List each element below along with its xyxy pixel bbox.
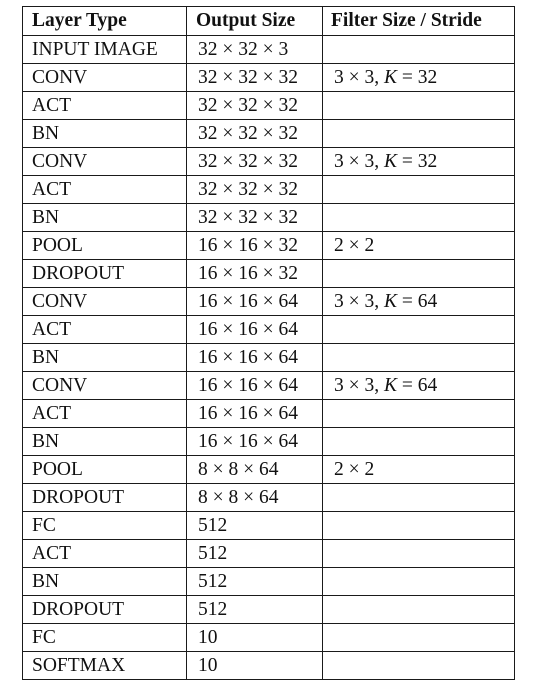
table-row bbox=[23, 260, 515, 288]
layer-type-cell: POOL bbox=[23, 456, 187, 484]
output-size-cell: 32 × 32 × 32 bbox=[187, 176, 323, 204]
output-size-cell: 16 × 16 × 64 bbox=[187, 316, 323, 344]
table-row bbox=[23, 372, 515, 400]
table-row bbox=[23, 36, 515, 64]
output-size-cell: 32 × 32 × 32 bbox=[187, 204, 323, 232]
filter-size-stride-cell bbox=[323, 652, 515, 680]
layer-type-cell: ACT bbox=[23, 400, 187, 428]
table-row bbox=[23, 652, 515, 680]
layer-type-cell: BN bbox=[23, 120, 187, 148]
header-output-size: Output Size bbox=[187, 7, 323, 36]
filter-size-stride-cell bbox=[323, 428, 515, 456]
table-row bbox=[23, 204, 515, 232]
filter-size-stride-cell bbox=[323, 260, 515, 288]
table-body bbox=[23, 36, 515, 680]
header-layer-type: Layer Type bbox=[23, 7, 187, 36]
filter-size-stride-cell bbox=[323, 400, 515, 428]
table-row bbox=[23, 540, 515, 568]
layer-type-cell: DROPOUT bbox=[23, 484, 187, 512]
output-size-cell: 512 bbox=[187, 512, 323, 540]
output-size-cell: 16 × 16 × 64 bbox=[187, 344, 323, 372]
output-size-cell: 16 × 16 × 32 bbox=[187, 260, 323, 288]
table-row bbox=[23, 148, 515, 176]
layer-type-cell: BN bbox=[23, 568, 187, 596]
filter-size-stride-cell: 3 × 3, K = 64 bbox=[323, 288, 515, 316]
table-row bbox=[23, 64, 515, 92]
header-filter-size-stride: Filter Size / Stride bbox=[323, 7, 515, 36]
table-row bbox=[23, 232, 515, 260]
output-size-cell: 32 × 32 × 3 bbox=[187, 36, 323, 64]
output-size-cell: 16 × 16 × 64 bbox=[187, 372, 323, 400]
output-size-cell: 512 bbox=[187, 596, 323, 624]
filter-size-stride-cell bbox=[323, 540, 515, 568]
filter-size-stride-cell bbox=[323, 484, 515, 512]
table-row bbox=[23, 484, 515, 512]
table-row bbox=[23, 316, 515, 344]
table-row bbox=[23, 428, 515, 456]
filter-size-stride-cell bbox=[323, 624, 515, 652]
filter-size-stride-cell bbox=[323, 512, 515, 540]
table-header bbox=[23, 7, 515, 36]
filter-size-stride-cell bbox=[323, 204, 515, 232]
layer-type-cell: DROPOUT bbox=[23, 596, 187, 624]
output-size-cell: 512 bbox=[187, 568, 323, 596]
table-row bbox=[23, 568, 515, 596]
layer-type-cell: CONV bbox=[23, 148, 187, 176]
output-size-cell: 10 bbox=[187, 624, 323, 652]
table-row bbox=[23, 624, 515, 652]
layer-type-cell: BN bbox=[23, 204, 187, 232]
filter-size-stride-cell: 3 × 3, K = 32 bbox=[323, 64, 515, 92]
filter-size-stride-cell bbox=[323, 92, 515, 120]
table-row bbox=[23, 176, 515, 204]
output-size-cell: 16 × 16 × 32 bbox=[187, 232, 323, 260]
filter-size-stride-cell bbox=[323, 344, 515, 372]
output-size-cell: 32 × 32 × 32 bbox=[187, 92, 323, 120]
output-size-cell: 10 bbox=[187, 652, 323, 680]
filter-size-stride-cell bbox=[323, 596, 515, 624]
output-size-cell: 512 bbox=[187, 540, 323, 568]
layer-table bbox=[22, 6, 515, 680]
layer-type-cell: CONV bbox=[23, 64, 187, 92]
header-row bbox=[23, 7, 515, 36]
table-row bbox=[23, 288, 515, 316]
filter-size-stride-cell bbox=[323, 36, 515, 64]
filter-size-stride-cell: 2 × 2 bbox=[323, 456, 515, 484]
output-size-cell: 32 × 32 × 32 bbox=[187, 148, 323, 176]
filter-size-stride-cell bbox=[323, 120, 515, 148]
layer-type-cell: POOL bbox=[23, 232, 187, 260]
output-size-cell: 8 × 8 × 64 bbox=[187, 484, 323, 512]
layer-type-cell: ACT bbox=[23, 176, 187, 204]
layer-type-cell: BN bbox=[23, 344, 187, 372]
layer-type-cell: BN bbox=[23, 428, 187, 456]
layer-type-cell: ACT bbox=[23, 92, 187, 120]
filter-size-stride-cell bbox=[323, 316, 515, 344]
filter-size-stride-cell bbox=[323, 568, 515, 596]
layer-type-cell: FC bbox=[23, 512, 187, 540]
output-size-cell: 32 × 32 × 32 bbox=[187, 64, 323, 92]
filter-size-stride-cell: 2 × 2 bbox=[323, 232, 515, 260]
filter-size-stride-cell: 3 × 3, K = 32 bbox=[323, 148, 515, 176]
table-row bbox=[23, 512, 515, 540]
table-row bbox=[23, 92, 515, 120]
table-row bbox=[23, 456, 515, 484]
table-row bbox=[23, 344, 515, 372]
layer-type-cell: ACT bbox=[23, 540, 187, 568]
table-row bbox=[23, 120, 515, 148]
output-size-cell: 16 × 16 × 64 bbox=[187, 400, 323, 428]
layer-type-cell: CONV bbox=[23, 288, 187, 316]
table-row bbox=[23, 400, 515, 428]
filter-size-stride-cell: 3 × 3, K = 64 bbox=[323, 372, 515, 400]
layer-type-cell: ACT bbox=[23, 316, 187, 344]
output-size-cell: 16 × 16 × 64 bbox=[187, 428, 323, 456]
layer-type-cell: DROPOUT bbox=[23, 260, 187, 288]
layer-type-cell: INPUT IMAGE bbox=[23, 36, 187, 64]
output-size-cell: 32 × 32 × 32 bbox=[187, 120, 323, 148]
filter-size-stride-cell bbox=[323, 176, 515, 204]
output-size-cell: 16 × 16 × 64 bbox=[187, 288, 323, 316]
table-row bbox=[23, 596, 515, 624]
layer-type-cell: SOFTMAX bbox=[23, 652, 187, 680]
layer-type-cell: CONV bbox=[23, 372, 187, 400]
layer-type-cell: FC bbox=[23, 624, 187, 652]
output-size-cell: 8 × 8 × 64 bbox=[187, 456, 323, 484]
